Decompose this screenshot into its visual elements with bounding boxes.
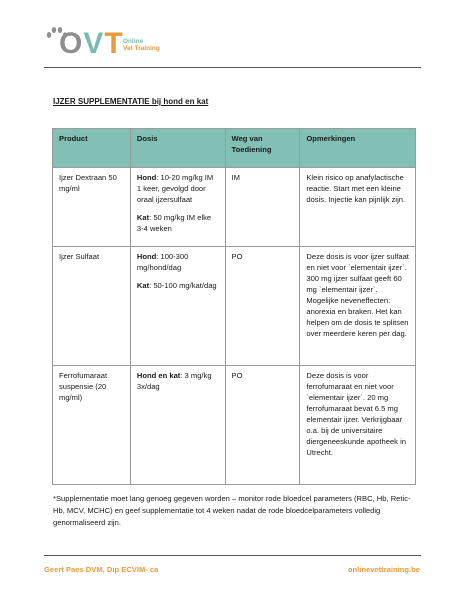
dose-text: : 3 mg/kg 3x/dag — [136, 371, 212, 391]
cell-route: PO — [225, 247, 300, 366]
dose-species: Hond — [136, 173, 157, 182]
footer-author: Geert Paes DVM, Dip ECVIM- ca — [44, 565, 159, 574]
table-row — [53, 168, 416, 247]
header-product: Product — [53, 129, 131, 168]
dose-line — [137, 212, 219, 234]
dose-line — [137, 370, 219, 392]
cell-dosis — [130, 247, 225, 366]
logo-tagline-line1: Online — [123, 38, 144, 45]
logo-wordmark — [59, 28, 124, 60]
header-divider — [44, 67, 421, 68]
footer-website-link[interactable]: onlinevettraining.be — [347, 565, 420, 574]
dose-text: : 50-100 mg/kat/dag — [149, 281, 217, 290]
dose-line — [137, 280, 219, 291]
cell-dosis — [130, 366, 225, 485]
cell-route: IM — [225, 168, 300, 247]
dose-species: Kat — [136, 281, 150, 290]
cell-product: Ferrofumaraat suspensie (20 mg/ml) — [53, 366, 131, 485]
header-opmerkingen: Opmerkingen — [300, 129, 416, 168]
logo-letter-t: T — [104, 27, 124, 60]
footnote: *Supplementatie moet lang genoeg gegeven worden – monitor rode bloedcel parameters (RBC, Hb, Retic-Hb, MCV, MCHC) en geef supplementatie tot 4 weken nadat de rode bloedcelparameters volledig genormaliseerd zijn. — [53, 494, 411, 527]
cell-product: Ijzer Sulfaat — [53, 247, 131, 366]
dose-species: Hond en kat — [136, 371, 181, 380]
dose-text: : 100-300 mg/hond/dag — [136, 252, 189, 272]
document-title: IJZER SUPPLEMENTATIE bij hond en kat — [53, 97, 209, 106]
logo-letter-o: O — [59, 27, 84, 60]
footer-divider — [44, 555, 421, 556]
header-dosis: Dosis — [130, 129, 225, 168]
dose-line — [137, 172, 219, 205]
dose-text: : 50 mg/kg IM elke 3-4 weken — [136, 213, 212, 233]
supplement-table — [52, 128, 416, 485]
table-row — [53, 366, 416, 485]
cell-opmerkingen: Deze dosis is voor ferrofumaraat en niet voor `elementair ijzer`. 20 mg ferrofumaraat bevat 6.5 mg elementair ijzer. Verkrijgbaar o.a. bij de universitaire diergeneeskunde apotheek in Utrecht. — [300, 366, 416, 485]
dose-line — [137, 251, 219, 273]
cell-opmerkingen: Klein risico op anafylactische reactie. Start met een kleine dosis. Injectie kan pijnlijk zijn. — [300, 168, 416, 247]
logo-letter-v: V — [83, 27, 105, 60]
dose-species: Kat — [136, 213, 150, 222]
dose-text: : 10-20 mg/kg IM 1 keer, gevolgd door oraal ijzersulfaat — [136, 173, 214, 204]
header-route: Weg van Toediening — [225, 129, 300, 168]
logo-tagline-line2: Vet Training — [123, 45, 160, 52]
logo-tagline — [123, 38, 160, 52]
table-header-row — [53, 129, 416, 168]
table-row — [53, 247, 416, 366]
cell-product: Ijzer Dextraan 50 mg/ml — [53, 168, 131, 247]
ovt-logo — [45, 26, 165, 62]
cell-route: PO — [225, 366, 300, 485]
dose-species: Hond — [136, 252, 157, 261]
cell-opmerkingen: Deze dosis is voor ijzer sulfaat en niet voor `elementair ijzer`. 300 mg ijzer sulfaat geeft 60 mg `elementair ijzer`. Mogelijke neveneffecten: anorexia en braken. Het kan helpen om de dosis te splitsen over meerdere keren per dag. — [300, 247, 416, 366]
cell-dosis — [130, 168, 225, 247]
